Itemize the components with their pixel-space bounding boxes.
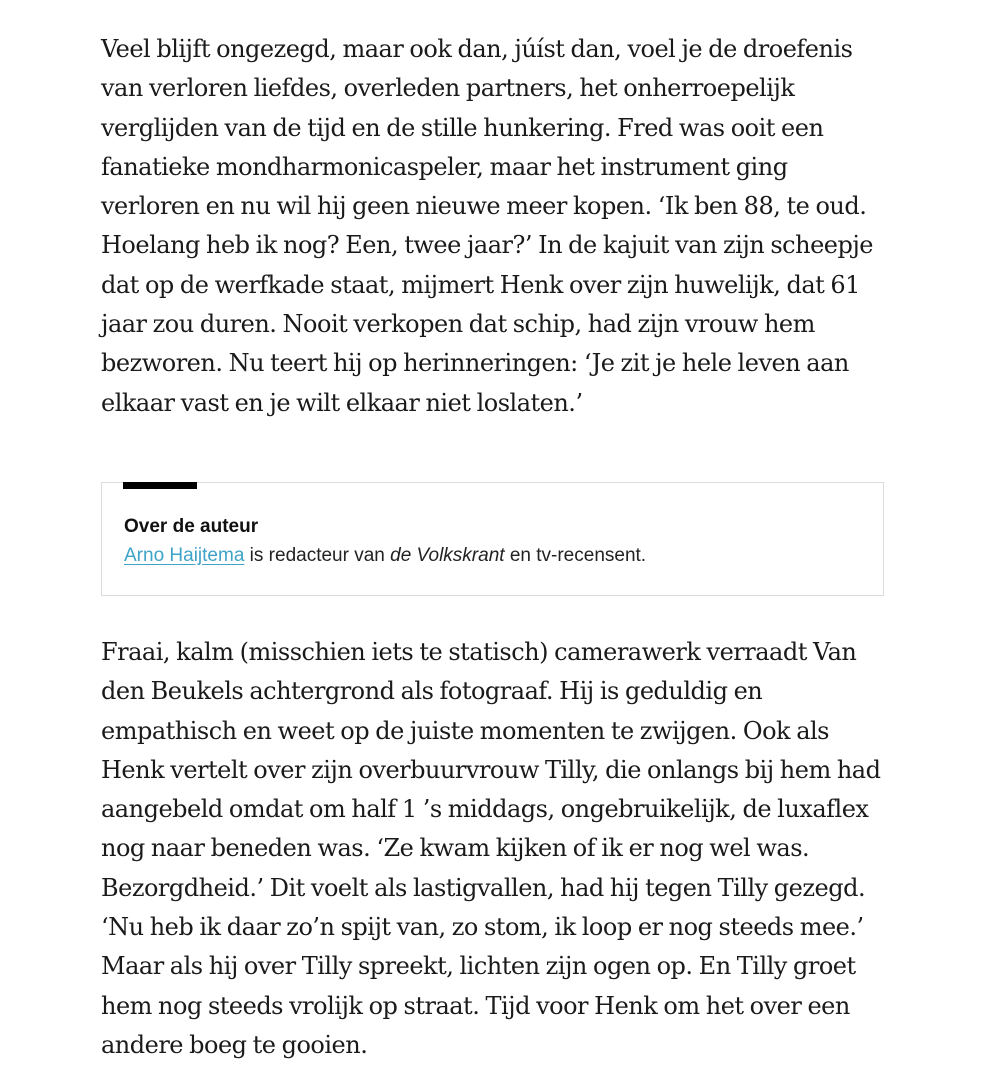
publication-name: de Volkskrant	[390, 544, 505, 566]
paragraph-line: dat op de werfkade staat, mijmert Henk over zijn huwelijk, dat 61	[101, 270, 860, 299]
paragraph-line: Fraai, kalm (misschien iets te statisch) camerawerk verraadt Van	[101, 637, 857, 666]
article-body	[101, 30, 891, 1065]
paragraph-line: den Beukels achtergrond als fotograaf. Hij is geduldig en	[101, 677, 763, 706]
paragraph-line: ‘Nu heb ik daar zo’n spijt van, zo stom, ik loop er nog steeds mee.’	[101, 913, 864, 942]
paragraph-line: fanatieke mondharmonicaspeler, maar het instrument ging	[101, 152, 788, 181]
paragraph-line: aangebeld omdat om half 1 ’s middags, ongebruikelijk, de luxaflex	[101, 795, 869, 824]
paragraph-line: andere boeg te gooien.	[101, 1030, 368, 1059]
author-box-heading: Over de auteur	[124, 515, 259, 537]
paragraph-line: hem nog steeds vrolijk op straat. Tijd voor Henk om het over een	[101, 991, 850, 1020]
paragraph-line: Bezorgdheid.’ Dit voelt als lastigvallen, had hij tegen Tilly gezegd.	[101, 873, 866, 902]
paragraph-line: jaar zou duren. Nooit verkopen dat schip, had zijn vrouw hem	[101, 310, 815, 339]
author-text-after: en tv-recensent.	[504, 544, 647, 566]
author-name-link[interactable]: Arno Haijtema	[124, 544, 245, 566]
paragraph-line: van verloren liefdes, overleden partners, het onherroepelijk	[101, 74, 795, 103]
article-paragraph-2	[101, 633, 891, 1065]
paragraph-line: Hoelang heb ik nog? Een, twee jaar?’ In de kajuit van zijn scheepje	[101, 231, 873, 260]
paragraph-line: elkaar vast en je wilt elkaar niet loslaten.’	[101, 388, 583, 417]
paragraph-line: Veel blijft ongezegd, maar ook dan, júíst dan, voel je de droefenis	[101, 35, 853, 63]
author-text-before: is redacteur van	[244, 544, 391, 566]
author-info-box	[101, 482, 884, 596]
article-paragraph-1	[101, 30, 891, 423]
paragraph-line: Maar als hij over Tilly spreekt, lichten zijn ogen op. En Tilly groet	[101, 952, 856, 981]
paragraph-line: verglijden van de tijd en de stille hunkering. Fred was ooit een	[101, 113, 824, 142]
paragraph-line: verloren en nu wil hij geen nieuwe meer kopen. ‘Ik ben 88, te oud.	[101, 192, 867, 221]
paragraph-line: Henk vertelt over zijn overbuurvrouw Tilly, die onlangs bij hem had	[101, 755, 881, 784]
paragraph-line: empathisch en weet op de juiste momenten te zwijgen. Ook als	[101, 716, 829, 745]
paragraph-line: bezworen. Nu teert hij op herinneringen: ‘Je zit je hele leven aan	[101, 349, 849, 378]
paragraph-line: nog naar beneden was. ‘Ze kwam kijken of ik er nog wel was.	[101, 834, 810, 863]
author-description	[124, 545, 646, 567]
author-box-accent-bar	[123, 482, 197, 489]
